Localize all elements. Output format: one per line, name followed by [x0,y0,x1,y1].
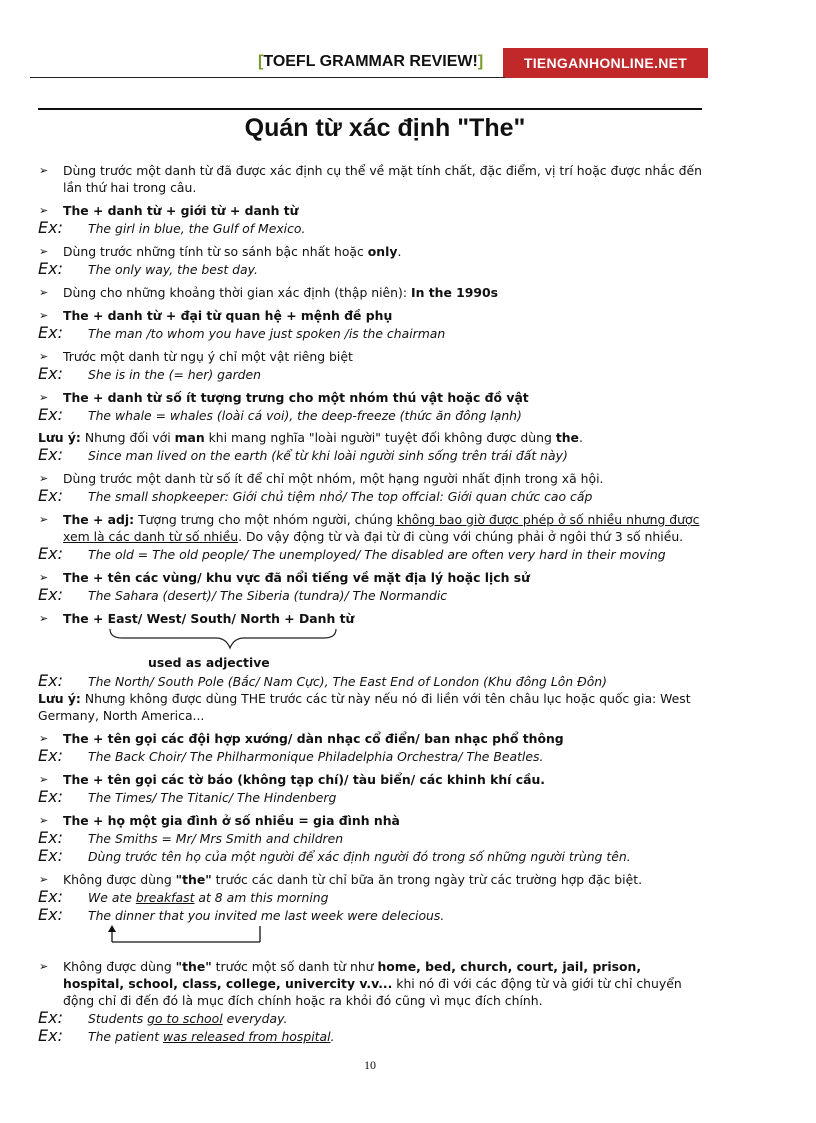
header-title-text: TOEFL GRAMMAR REVIEW! [263,53,478,70]
bullet-13: ➢ The + tên gọi các đội hợp xướng/ dàn nhạc cổ điển/ ban nhạc phổ thông [39,731,564,746]
bullet-1: ➢ Dùng trước một danh từ đã được xác định cụ thể về mặt tính chất, đặc điểm, vị trí hoặc được nhắc đến lần thứ hai trong câu. [39,163,702,195]
example-13: Ex: The Back Choir/ The Philharmonique Philadelphia Orchestra/ The Beatles. [38,746,544,765]
bullet-7: ➢ The + danh từ số ít tượng trưng cho một nhóm thú vật hoặc đồ vật [39,390,529,405]
example-12: Ex: The North/ South Pole (Bắc/ Nam Cực), The East End of London (Khu đông Lôn Đôn) [38,671,607,690]
example-7: Ex: The whale = whales (loài cá voi), the deep-freeze (thức ăn đông lạnh) [38,405,522,424]
example-11: Ex: The Sahara (desert)/ The Siberia (tundra)/ The Normandic [38,585,448,604]
example-16a: Ex: We ate breakfast at 8 am this morning [38,887,329,906]
arrow-bullet-icon: ➢ [39,873,49,886]
arrow-bullet-icon: ➢ [39,204,49,217]
example-5: Ex: The man /to whom you have just spoken /is the chairman [38,323,446,342]
bullet-9: ➢ Dùng trước một danh từ số ít để chỉ một nhóm, một hạng người nhất định trong xã hội. [39,471,604,486]
bullet-14: ➢ The + tên gọi các tờ báo (không tạp chí)/ tàu biển/ các khinh khí cầu. [39,772,545,787]
arrow-bullet-icon: ➢ [39,571,49,584]
header-underline [30,77,505,78]
arrow-bullet-icon: ➢ [39,773,49,786]
example-10: Ex: The old = The old people/ The unemployed/ The disabled are often very hard in their moving [38,544,666,563]
arrow-bullet-icon: ➢ [39,309,49,322]
bullet-15: ➢ The + họ một gia đình ở số nhiều = gia đình nhà [39,813,400,828]
content [38,156,702,1045]
arrow-bullet-icon: ➢ [39,245,49,258]
arrow-row [38,924,702,946]
page-number: 10 [364,1058,376,1072]
example-16b: Ex: The dinner that you invited me last week were delecious. [38,905,445,924]
brace-row [38,627,702,654]
page-header [0,48,816,78]
bullet-12: ➢ The + East/ West/ South/ North + Danh từ [39,611,355,626]
example-15a: Ex: The Smiths = Mr/ Mrs Smith and children [38,828,344,847]
bullet-10: ➢ The + adj: Tượng trưng cho một nhóm người, chúng không bao giờ được phép ở số nhiều nhưng được xem là các danh từ số nhiều. Do vậy động từ và đại từ đi cùng với chúng phải ở ngôi thứ 3 số nhiều. [39,512,700,544]
bullet-16: ➢ Không được dùng "the" trước các danh từ chỉ bữa ăn trong ngày trừ các trường hợp đặc biệt. [39,872,643,887]
title-rule [38,108,702,110]
bullet-2: ➢ The + danh từ + giới từ + danh từ [39,203,299,218]
note-1: Lưu ý: Nhưng đối với man khi mang nghĩa "loài người" tuyệt đối không được dùng the. [38,430,583,445]
curly-brace-icon [108,627,358,653]
arrow-bullet-icon: ➢ [39,612,49,625]
arrow-bullet-icon: ➢ [39,164,49,177]
arrow-bullet-icon: ➢ [39,350,49,363]
bullet-6: ➢ Trước một danh từ ngụ ý chỉ một vật riêng biệt [39,349,353,364]
example-3: Ex: The only way, the best day. [38,259,258,278]
example-2: Ex: The girl in blue, the Gulf of Mexico. [38,218,306,237]
arrow-bullet-icon: ➢ [39,513,49,526]
bullet-17: ➢ Không được dùng "the" trước một số danh từ như home, bed, church, court, jail, prison, hospital, school, class, college, univercity v.v... khi nó đi với các động từ và giới từ chỉ chuyển động chỉ đi đến đó là mục đích chính hoặc ra khỏi đó cũng vì mục đích chính. [39,959,682,1008]
bullet-11: ➢ The + tên các vùng/ khu vực đã nổi tiếng về mặt địa lý hoặc lịch sử [39,570,530,585]
arrow-bullet-icon: ➢ [39,960,49,973]
bracket-arrow-icon [104,924,304,946]
example-15b: Ex: Dùng trước tên họ của một người để xác định người đó trong số những người trùng tên. [38,846,631,865]
page-title: Quán từ xác định "The" [244,114,526,142]
example-9: Ex: The small shopkeeper: Giới chủ tiệm nhỏ/ The top offcial: Giới quan chức cao cấp [38,486,593,505]
arrow-bullet-icon: ➢ [39,732,49,745]
header-title [258,53,483,71]
example-6: Ex: She is in the (= her) garden [38,364,262,383]
arrow-bullet-icon: ➢ [39,391,49,404]
note-2: Lưu ý: Nhưng không được dùng THE trước các từ này nếu nó đi liền với tên châu lục hoặc quốc gia: West Germany, North America... [38,691,691,723]
example-14: Ex: The Times/ The Titanic/ The Hindenberg [38,787,337,806]
bracket-close: ] [477,53,484,70]
bracket-open: [ [258,53,264,70]
example-17a: Ex: Students go to school everyday. [38,1008,288,1027]
bullet-4: ➢ Dùng cho những khoảng thời gian xác định (thập niên): In the 1990s [39,285,499,300]
bullet-3: ➢ Dùng trước những tính từ so sánh bậc nhất hoặc only. [39,244,402,259]
arrow-bullet-icon: ➢ [39,814,49,827]
bullet-5: ➢ The + danh từ + đại từ quan hệ + mệnh đề phụ [39,308,393,323]
arrow-bullet-icon: ➢ [39,286,49,299]
arrow-bullet-icon: ➢ [39,472,49,485]
site-badge: TIENGANHONLINE.NET [503,48,708,78]
brace-label: used as adjective [148,655,270,670]
example-17b: Ex: The patient was released from hospital. [38,1026,335,1045]
example-8: Ex: Since man lived on the earth (kể từ khi loài người sinh sống trên trái đất này) [38,445,568,464]
